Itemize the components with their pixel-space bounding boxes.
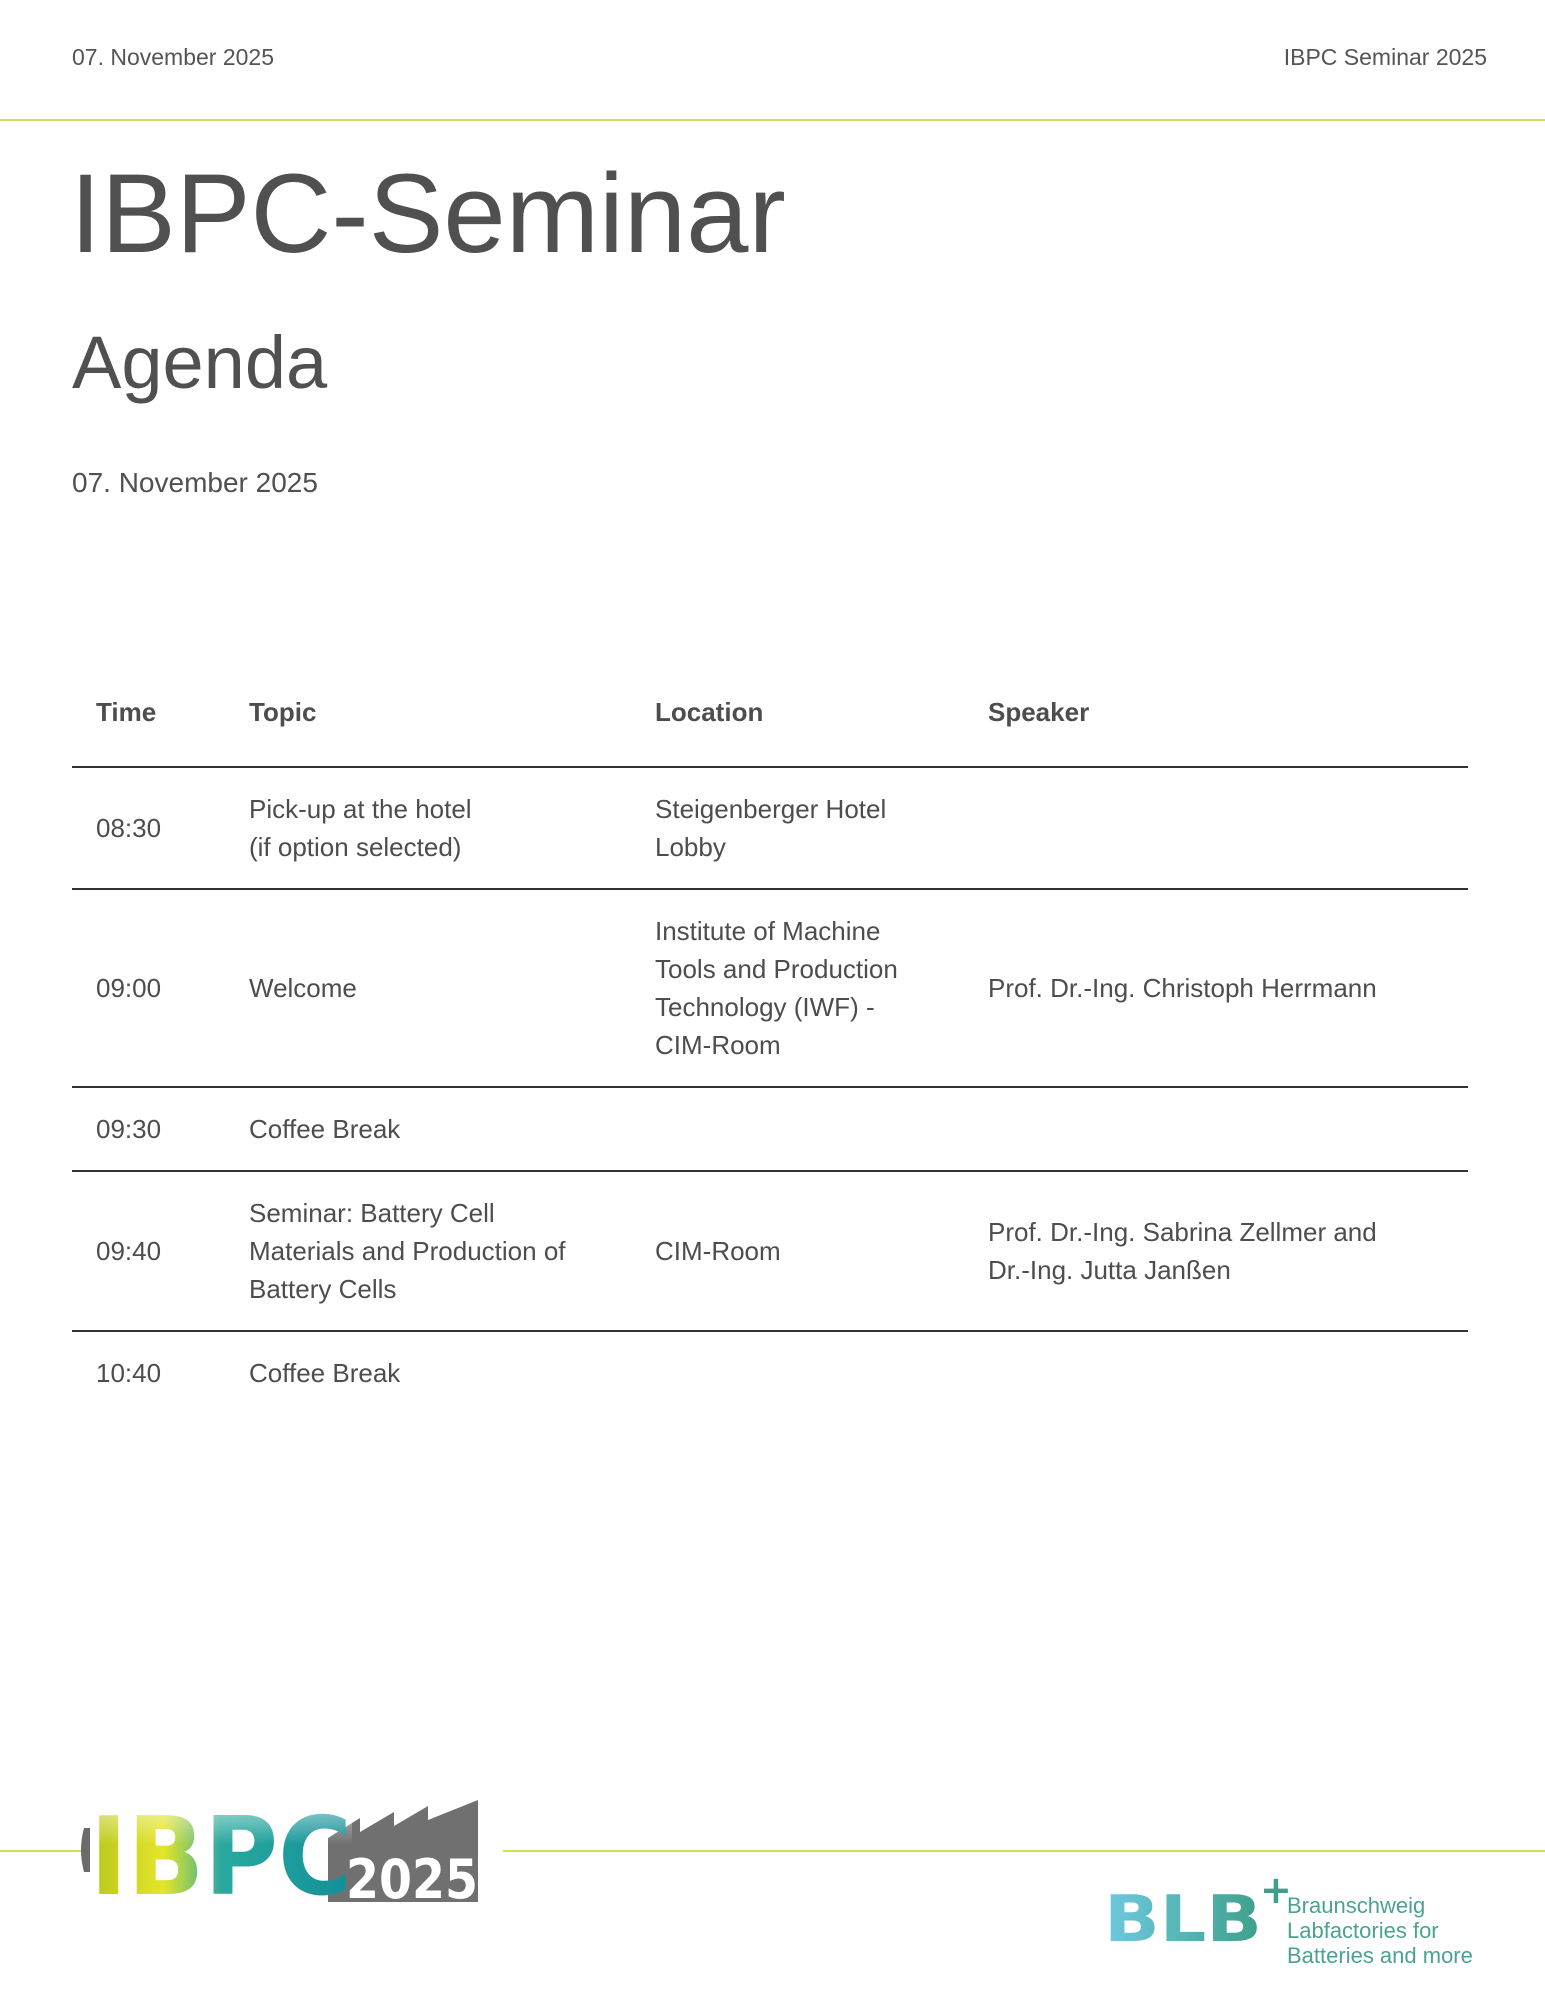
ibpc-2025-logo	[78, 1798, 480, 1911]
cell-time: 09:00	[72, 889, 225, 1087]
table-header-row	[72, 676, 1468, 767]
footer-divider-right	[503, 1850, 1545, 1852]
cell-time: 08:30	[72, 767, 225, 889]
blb-tagline	[1287, 1893, 1473, 1968]
table-row	[72, 889, 1468, 1087]
cell-time: 09:40	[72, 1171, 225, 1331]
column-header-time: Time	[72, 676, 225, 767]
column-header-speaker: Speaker	[964, 676, 1468, 767]
cell-location: CIM-Room	[631, 1171, 964, 1331]
footer-divider-left	[0, 1850, 82, 1852]
cell-location: Steigenberger Hotel Lobby	[631, 767, 964, 889]
cell-time: 10:40	[96, 1358, 162, 1388]
table-row	[72, 1087, 1468, 1171]
cell-topic: Welcome	[225, 889, 631, 1087]
header-divider	[0, 119, 1545, 121]
cell-location: Institute of Machine Tools and Production Technology (IWF) - CIM-Room	[631, 889, 964, 1087]
header-date: 07. November 2025	[72, 44, 275, 70]
column-header-location: Location	[631, 676, 964, 767]
table-row	[72, 1171, 1468, 1331]
cell-topic: Coffee Break	[249, 1358, 401, 1388]
blb-plus: +	[1260, 1868, 1292, 1912]
cell-topic: Coffee Break	[225, 1087, 631, 1171]
cell-speaker: Prof. Dr.-Ing. Sabrina Zellmer and Dr.-Ing. Jutta Janßen	[964, 1171, 1468, 1331]
cell-topic: Seminar: Battery Cell Materials and Production of Battery Cells	[225, 1171, 631, 1331]
blb-tagline-line: Batteries and more	[1287, 1943, 1473, 1968]
cell-speaker	[964, 1087, 1468, 1171]
cell-time: 09:30	[72, 1087, 225, 1171]
table-row	[72, 767, 1468, 889]
cell-topic: Pick-up at the hotel (if option selected)	[225, 767, 631, 889]
agenda-date: 07. November 2025	[72, 467, 318, 498]
blb-mark: BLB	[1104, 1883, 1262, 1957]
ibpc-year: 2025	[346, 1848, 478, 1911]
table-row	[72, 1331, 1468, 1414]
header-event: IBPC Seminar 2025	[1283, 44, 1487, 70]
cell-speaker: Prof. Dr.-Ing. Christoph Herrmann	[964, 889, 1468, 1087]
column-header-topic: Topic	[225, 676, 631, 767]
blb-tagline-line: Labfactories for	[1287, 1918, 1439, 1943]
cell-location	[631, 1331, 964, 1414]
cell-speaker	[964, 1331, 1468, 1414]
cell-location	[631, 1087, 964, 1171]
page-title: IBPC-Seminar	[70, 151, 786, 276]
agenda-table	[72, 676, 1468, 1414]
cell-speaker	[964, 767, 1468, 889]
page-subtitle: Agenda	[72, 321, 328, 404]
blb-tagline-line: Braunschweig	[1287, 1893, 1426, 1918]
